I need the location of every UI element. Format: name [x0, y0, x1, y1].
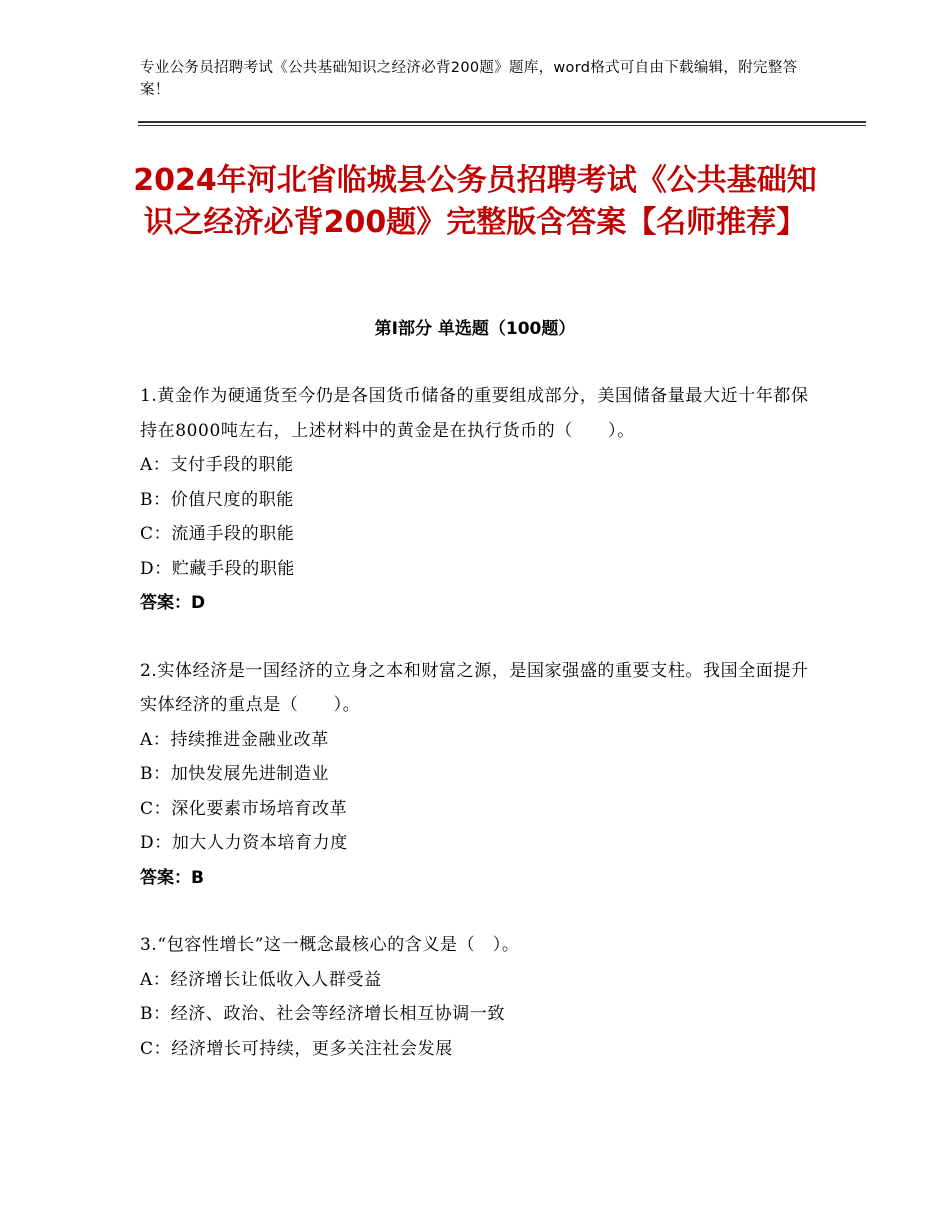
header-rule-thin: [138, 125, 866, 126]
option-d: D：加大人力资本培育力度: [140, 833, 348, 853]
option-b: B：加快发展先进制造业: [140, 764, 330, 784]
header-rule-thick: [138, 121, 866, 123]
option-a: A：经济增长让低收入人群受益: [140, 969, 382, 990]
answer-label: 答案：B: [140, 867, 204, 888]
question-stem: 1.黄金作为硬通货至今仍是各国货币储备的重要组成部分，美国储备量最大近十年都保持在8000吨左右，上述材料中的黄金是在执行货币的（ ）。: [140, 386, 809, 441]
option-c: C：流通手段的职能: [140, 524, 295, 544]
document-title: 2024年河北省临城县公务员招聘考试《公共基础知识之经济必背200题》完整版含答案【名师推荐】: [133, 163, 817, 240]
question-item: [140, 654, 820, 896]
answer-label: 答案：D: [140, 593, 206, 613]
question-stem: 3.“包容性增长”这一概念最核心的含义是（ ）。: [140, 935, 520, 955]
option-b: B：价值尺度的职能: [140, 489, 294, 510]
question-item: [140, 928, 820, 1066]
question-stem: 2.实体经济是一国经济的立身之本和财富之源，是国家强盛的重要支柱。我国全面提升实体经济的重点是（ ）。: [140, 660, 809, 715]
option-c: C：深化要素市场培育改革: [140, 798, 348, 819]
option-a: A：支付手段的职能: [140, 455, 294, 475]
option-a: A：持续推进金融业改革: [140, 729, 329, 750]
section-title: 第Ⅰ部分 单选题（100题）: [374, 319, 576, 339]
option-b: B：经济、政治、社会等经济增长相互协调一致: [140, 1004, 506, 1024]
header-note: 专业公务员招聘考试《公共基础知识之经济必背200题》题库，word格式可自由下载编辑，附完整答案！: [140, 60, 798, 98]
question-list: [140, 379, 820, 1099]
option-d: D：贮藏手段的职能: [140, 558, 296, 579]
question-item: [140, 379, 820, 621]
option-c: C：经济增长可持续，更多关注社会发展: [140, 1038, 453, 1059]
